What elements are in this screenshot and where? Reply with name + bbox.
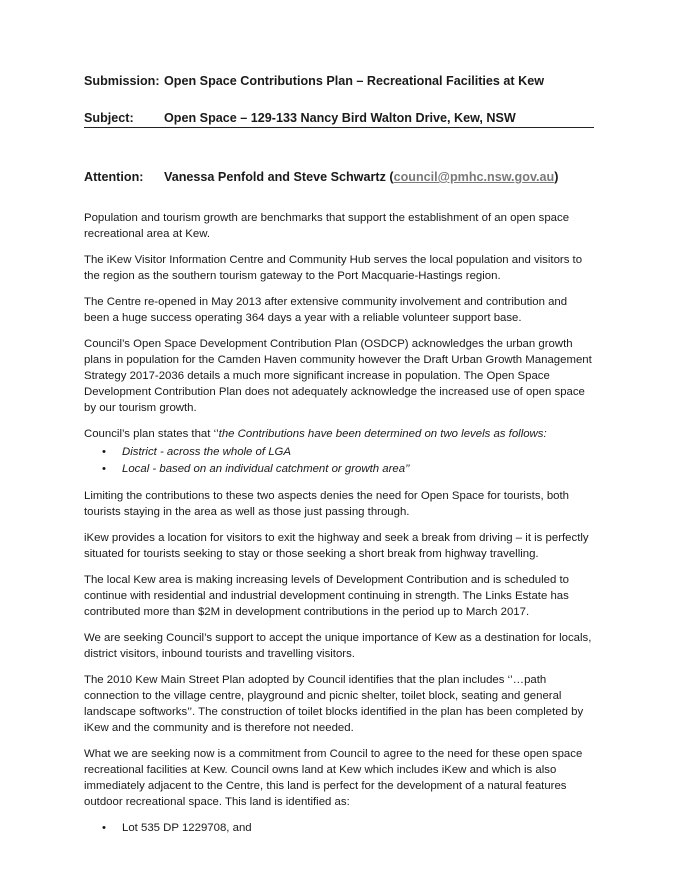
paragraph-1: Population and tourism growth are benchmarks that support the establishment of an open space recreational area at Kew.	[84, 212, 570, 240]
submission-row	[84, 73, 544, 89]
list-item-text: Lot 535 DP 1229708, and	[122, 822, 252, 834]
list-item-text: District - across the whole of LGA	[122, 446, 292, 458]
list-item	[84, 444, 594, 461]
paragraph-5	[84, 426, 594, 442]
paragraph-5-quote: the Contributions have been determined on two levels as follows:	[218, 428, 547, 440]
attention-label: Attention:	[84, 170, 144, 184]
contribution-levels-list	[84, 444, 594, 478]
submission-value: Open Space Contributions Plan – Recreational Facilities at Kew	[164, 74, 545, 88]
header-divider	[84, 127, 594, 128]
paragraph-2: The iKew Visitor Information Centre and Community Hub serves the local population and visitors to the region as the southern tourism gateway to the Port Macquarie-Hastings region.	[84, 254, 583, 282]
attention-email-link[interactable]: council@pmhc.nsw.gov.au	[393, 170, 555, 184]
subject-value: Open Space – 129-133 Nancy Bird Walton Drive, Kew, NSW	[164, 111, 516, 125]
paragraph-10: The 2010 Kew Main Street Plan adopted by Council identifies that the plan includes ‘’…path connection to the village centre, playground and picnic shelter, toilet block, seating and general landscape softworks’’. The construction of toilet blocks identified in the plan has been completed by iKew and the community and is therefore not needed.	[84, 674, 584, 734]
paragraph-6: Limiting the contributions to these two aspects denies the need for Open Space for tourists, both tourists staying in the area as well as those just passing through.	[84, 490, 570, 518]
land-identification-list	[84, 820, 594, 837]
attention-names: Vanessa Penfold and Steve Schwartz (	[164, 170, 394, 184]
subject-label: Subject:	[84, 111, 134, 125]
paragraph-3: The Centre re-opened in May 2013 after extensive community involvement and contribution and been a huge success operating 364 days a year with a reliable volunteer support base.	[84, 296, 568, 324]
bullet-icon: •	[102, 446, 106, 458]
list-item	[84, 820, 594, 837]
bullet-icon: •	[102, 463, 106, 475]
attention-close: )	[554, 170, 559, 184]
bullet-icon: •	[102, 822, 106, 834]
paragraph-8: The local Kew area is making increasing levels of Development Contribution and is scheduled to continue with residential and industrial development continuing in strength. The Links Estate has contributed more than $2M in development contributions in the period up to March 2017.	[84, 574, 569, 618]
subject-row	[84, 110, 516, 126]
paragraph-4: Council’s Open Space Development Contribution Plan (OSDCP) acknowledges the urban growth plans in population for the Camden Haven community however the Draft Urban Growth Management Strategy 2017-2036 details a much more significant increase in population. The Open Space Development Contribution Plan does not adequately acknowledge the increased use of open space by our tourism growth.	[84, 338, 592, 414]
paragraph-7: iKew provides a location for visitors to exit the highway and seek a break from driving – it is perfectly situated for tourists seeking to stay or those seeking a short break from highway travelling.	[84, 532, 589, 560]
paragraph-9: We are seeking Council’s support to accept the unique importance of Kew as a destination for locals, district visitors, inbound tourists and travelling visitors.	[84, 632, 592, 660]
list-item-text: Local - based on an individual catchment or growth area’’	[122, 463, 410, 475]
submission-label: Submission:	[84, 74, 160, 88]
attention-row	[84, 169, 558, 185]
list-item	[84, 461, 594, 478]
letter-body	[84, 210, 594, 847]
paragraph-5-lead: Council’s plan states that ‘’	[84, 428, 219, 440]
paragraph-11: What we are seeking now is a commitment from Council to agree to the need for these open space recreational facilities at Kew. Council owns land at Kew which includes iKew and which is also immediately adjacent to the Centre, this land is perfect for the development of a natural features outdoor recreational space. This land is identified as:	[84, 748, 583, 808]
